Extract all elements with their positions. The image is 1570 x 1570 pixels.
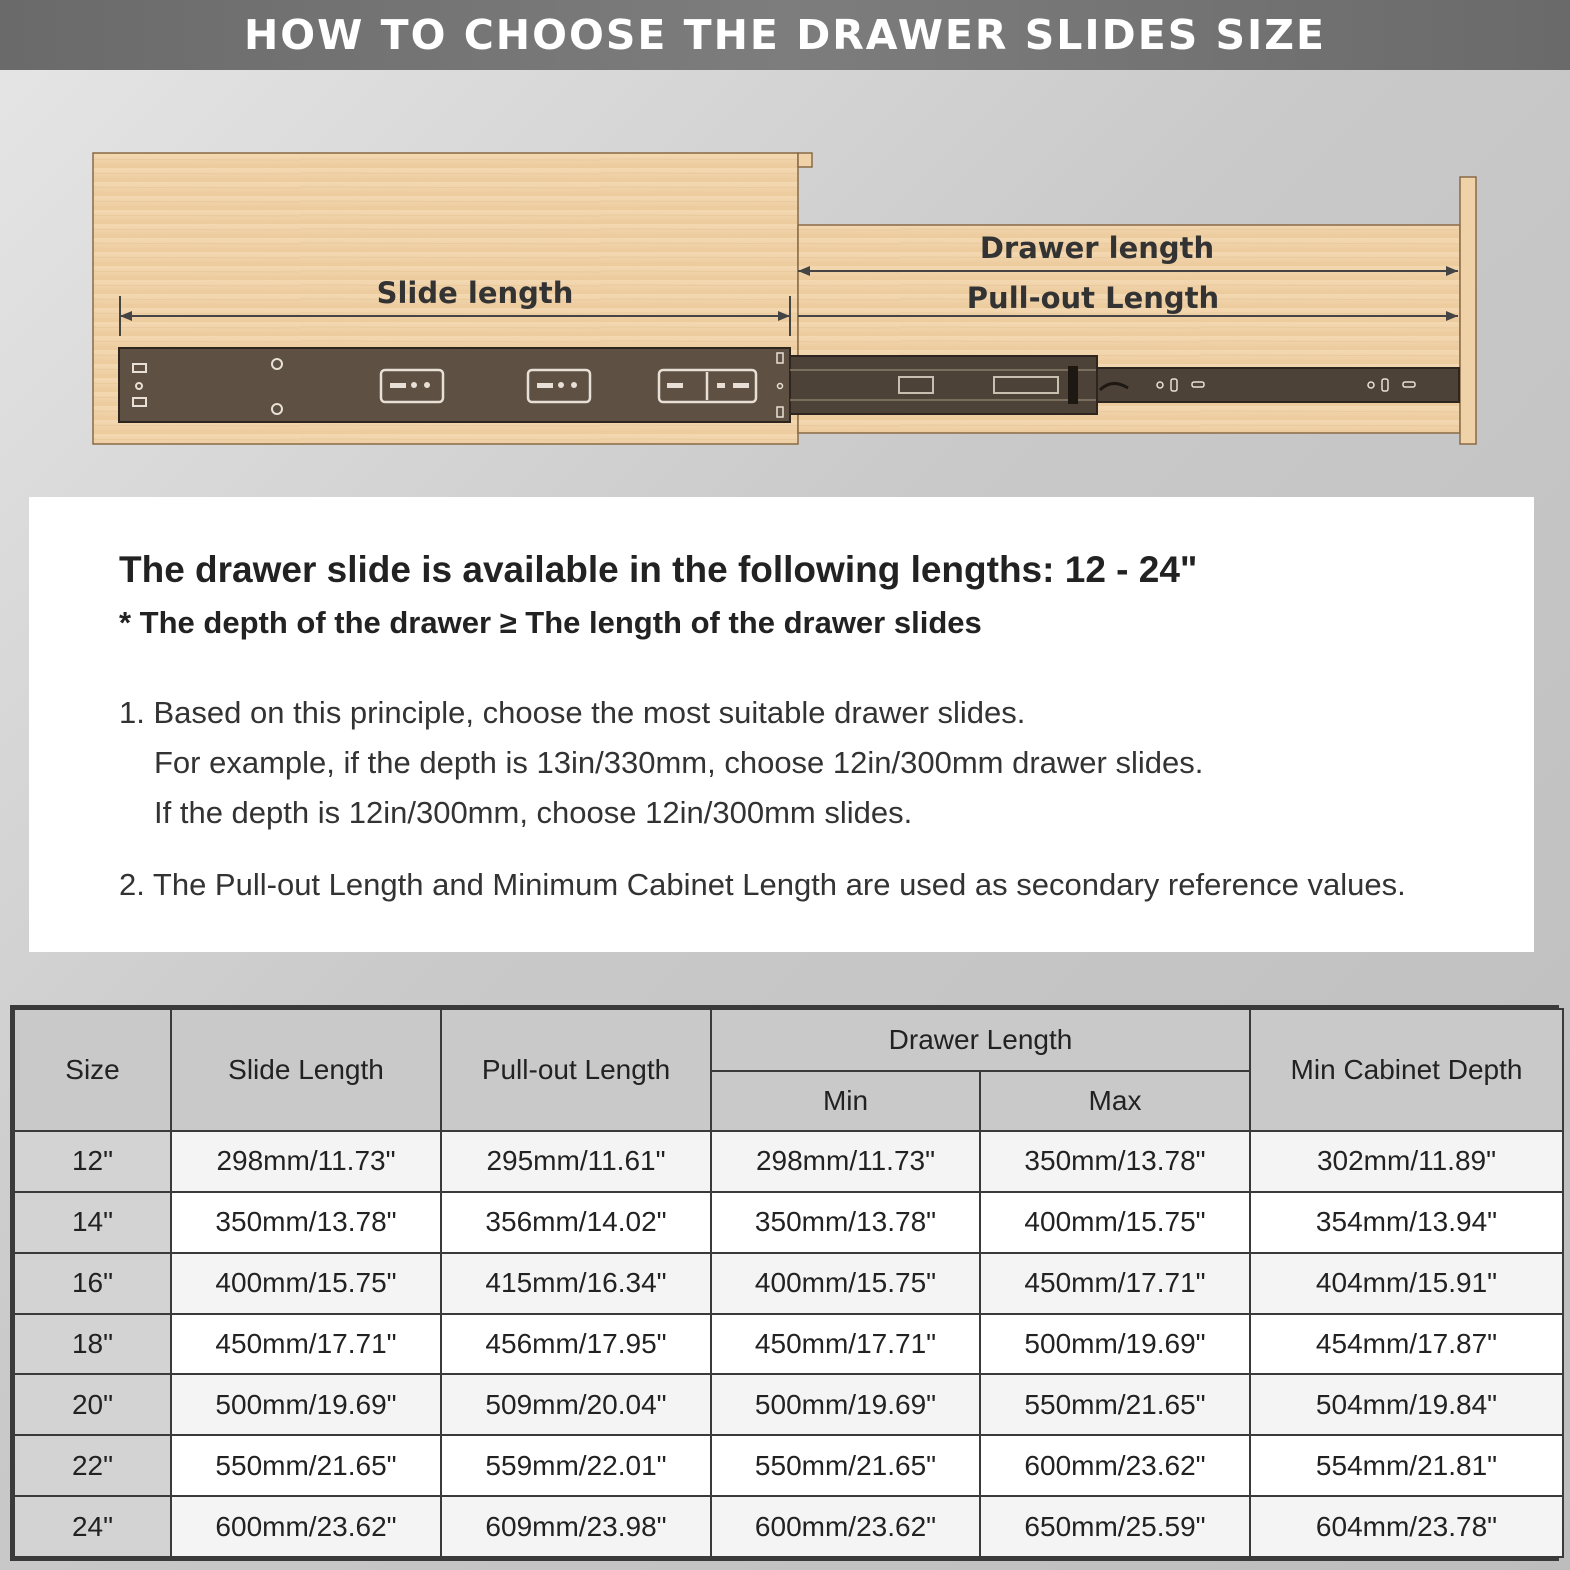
slide-length-cell: 298mm/11.73"	[171, 1131, 441, 1192]
pullout-length-cell: 415mm/16.34"	[441, 1253, 711, 1314]
drawer-max-cell: 600mm/23.62"	[980, 1435, 1250, 1496]
header-drawer-min: Min	[711, 1071, 980, 1131]
table-row	[14, 1314, 1563, 1375]
pullout-length-cell: 509mm/20.04"	[441, 1374, 711, 1435]
header-bar	[0, 0, 1570, 70]
slide-length-cell: 550mm/21.65"	[171, 1435, 441, 1496]
header-drawer-length: Drawer Length	[711, 1009, 1250, 1071]
drawer-min-cell: 350mm/13.78"	[711, 1192, 980, 1253]
slide-rail-fixed	[119, 348, 790, 422]
size-table	[10, 1005, 1559, 1561]
drawer-max-cell: 350mm/13.78"	[980, 1131, 1250, 1192]
drawer-max-cell: 450mm/17.71"	[980, 1253, 1250, 1314]
header-min-cabinet-depth: Min Cabinet Depth	[1250, 1009, 1563, 1131]
size-cell: 22"	[14, 1435, 171, 1496]
table-row	[14, 1131, 1563, 1192]
drawer-min-cell: 550mm/21.65"	[711, 1435, 980, 1496]
point-1-line-1: 1. Based on this principle, choose the most suitable drawer slides.	[119, 695, 1026, 730]
table-row	[14, 1435, 1563, 1496]
min-cabinet-depth-cell: 454mm/17.87"	[1250, 1314, 1563, 1375]
point-1-line-2: For example, if the depth is 13in/330mm, choose 12in/300mm drawer slides.	[154, 745, 1204, 780]
min-cabinet-depth-cell: 504mm/19.84"	[1250, 1374, 1563, 1435]
page-title: HOW TO CHOOSE THE DRAWER SLIDES SIZE	[243, 11, 1327, 59]
slide-length-cell: 450mm/17.71"	[171, 1314, 441, 1375]
min-cabinet-depth-cell: 604mm/23.78"	[1250, 1496, 1563, 1557]
point-1-line-3: If the depth is 12in/300mm, choose 12in/300mm slides.	[154, 795, 913, 830]
cabinet-lip	[798, 153, 812, 167]
drawer-min-cell: 450mm/17.71"	[711, 1314, 980, 1375]
drawer-min-cell: 500mm/19.69"	[711, 1374, 980, 1435]
drawer-max-cell: 400mm/15.75"	[980, 1192, 1250, 1253]
min-cabinet-depth-cell: 354mm/13.94"	[1250, 1192, 1563, 1253]
header-slide-length: Slide Length	[171, 1009, 441, 1131]
table-row	[14, 1253, 1563, 1314]
slide-length-cell: 500mm/19.69"	[171, 1374, 441, 1435]
size-cell: 14"	[14, 1192, 171, 1253]
pullout-length-cell: 295mm/11.61"	[441, 1131, 711, 1192]
drawer-max-cell: 550mm/21.65"	[980, 1374, 1250, 1435]
pullout-length-cell: 559mm/22.01"	[441, 1435, 711, 1496]
table-row	[14, 1496, 1563, 1557]
availability-heading: The drawer slide is available in the following lengths: 12 - 24"	[119, 549, 1198, 590]
drawer-length-label: Drawer length	[979, 231, 1215, 265]
pullout-length-cell: 356mm/14.02"	[441, 1192, 711, 1253]
point-2: 2. The Pull-out Length and Minimum Cabinet Length are used as secondary reference values.	[119, 867, 1406, 902]
drawer-min-cell: 298mm/11.73"	[711, 1131, 980, 1192]
slide-length-cell: 350mm/13.78"	[171, 1192, 441, 1253]
depth-rule-note: * The depth of the drawer ≥ The length of the drawer slides	[119, 605, 982, 640]
drawer-max-cell: 650mm/25.59"	[980, 1496, 1250, 1557]
min-cabinet-depth-cell: 302mm/11.89"	[1250, 1131, 1563, 1192]
size-cell: 12"	[14, 1131, 171, 1192]
pullout-length-cell: 456mm/17.95"	[441, 1314, 711, 1375]
table-body	[14, 1131, 1563, 1557]
size-cell: 16"	[14, 1253, 171, 1314]
pullout-length-cell: 609mm/23.98"	[441, 1496, 711, 1557]
info-panel	[29, 497, 1534, 952]
table-row	[14, 1192, 1563, 1253]
header-size: Size	[14, 1009, 171, 1131]
slide-length-cell: 400mm/15.75"	[171, 1253, 441, 1314]
pullout-length-label: Pull-out Length	[966, 281, 1220, 315]
min-cabinet-depth-cell: 404mm/15.91"	[1250, 1253, 1563, 1314]
drawer-min-cell: 400mm/15.75"	[711, 1253, 980, 1314]
drawer-max-cell: 500mm/19.69"	[980, 1314, 1250, 1375]
table-row	[14, 1374, 1563, 1435]
min-cabinet-depth-cell: 554mm/21.81"	[1250, 1435, 1563, 1496]
drawer-slide-diagram	[0, 70, 1570, 490]
size-cell: 24"	[14, 1496, 171, 1557]
slide-length-cell: 600mm/23.62"	[171, 1496, 441, 1557]
size-cell: 20"	[14, 1374, 171, 1435]
size-cell: 18"	[14, 1314, 171, 1375]
header-drawer-max: Max	[980, 1071, 1250, 1131]
drawer-min-cell: 600mm/23.62"	[711, 1496, 980, 1557]
slide-length-label: Slide length	[376, 276, 574, 310]
drawer-front-panel	[1460, 177, 1476, 444]
header-pullout-length: Pull-out Length	[441, 1009, 711, 1131]
